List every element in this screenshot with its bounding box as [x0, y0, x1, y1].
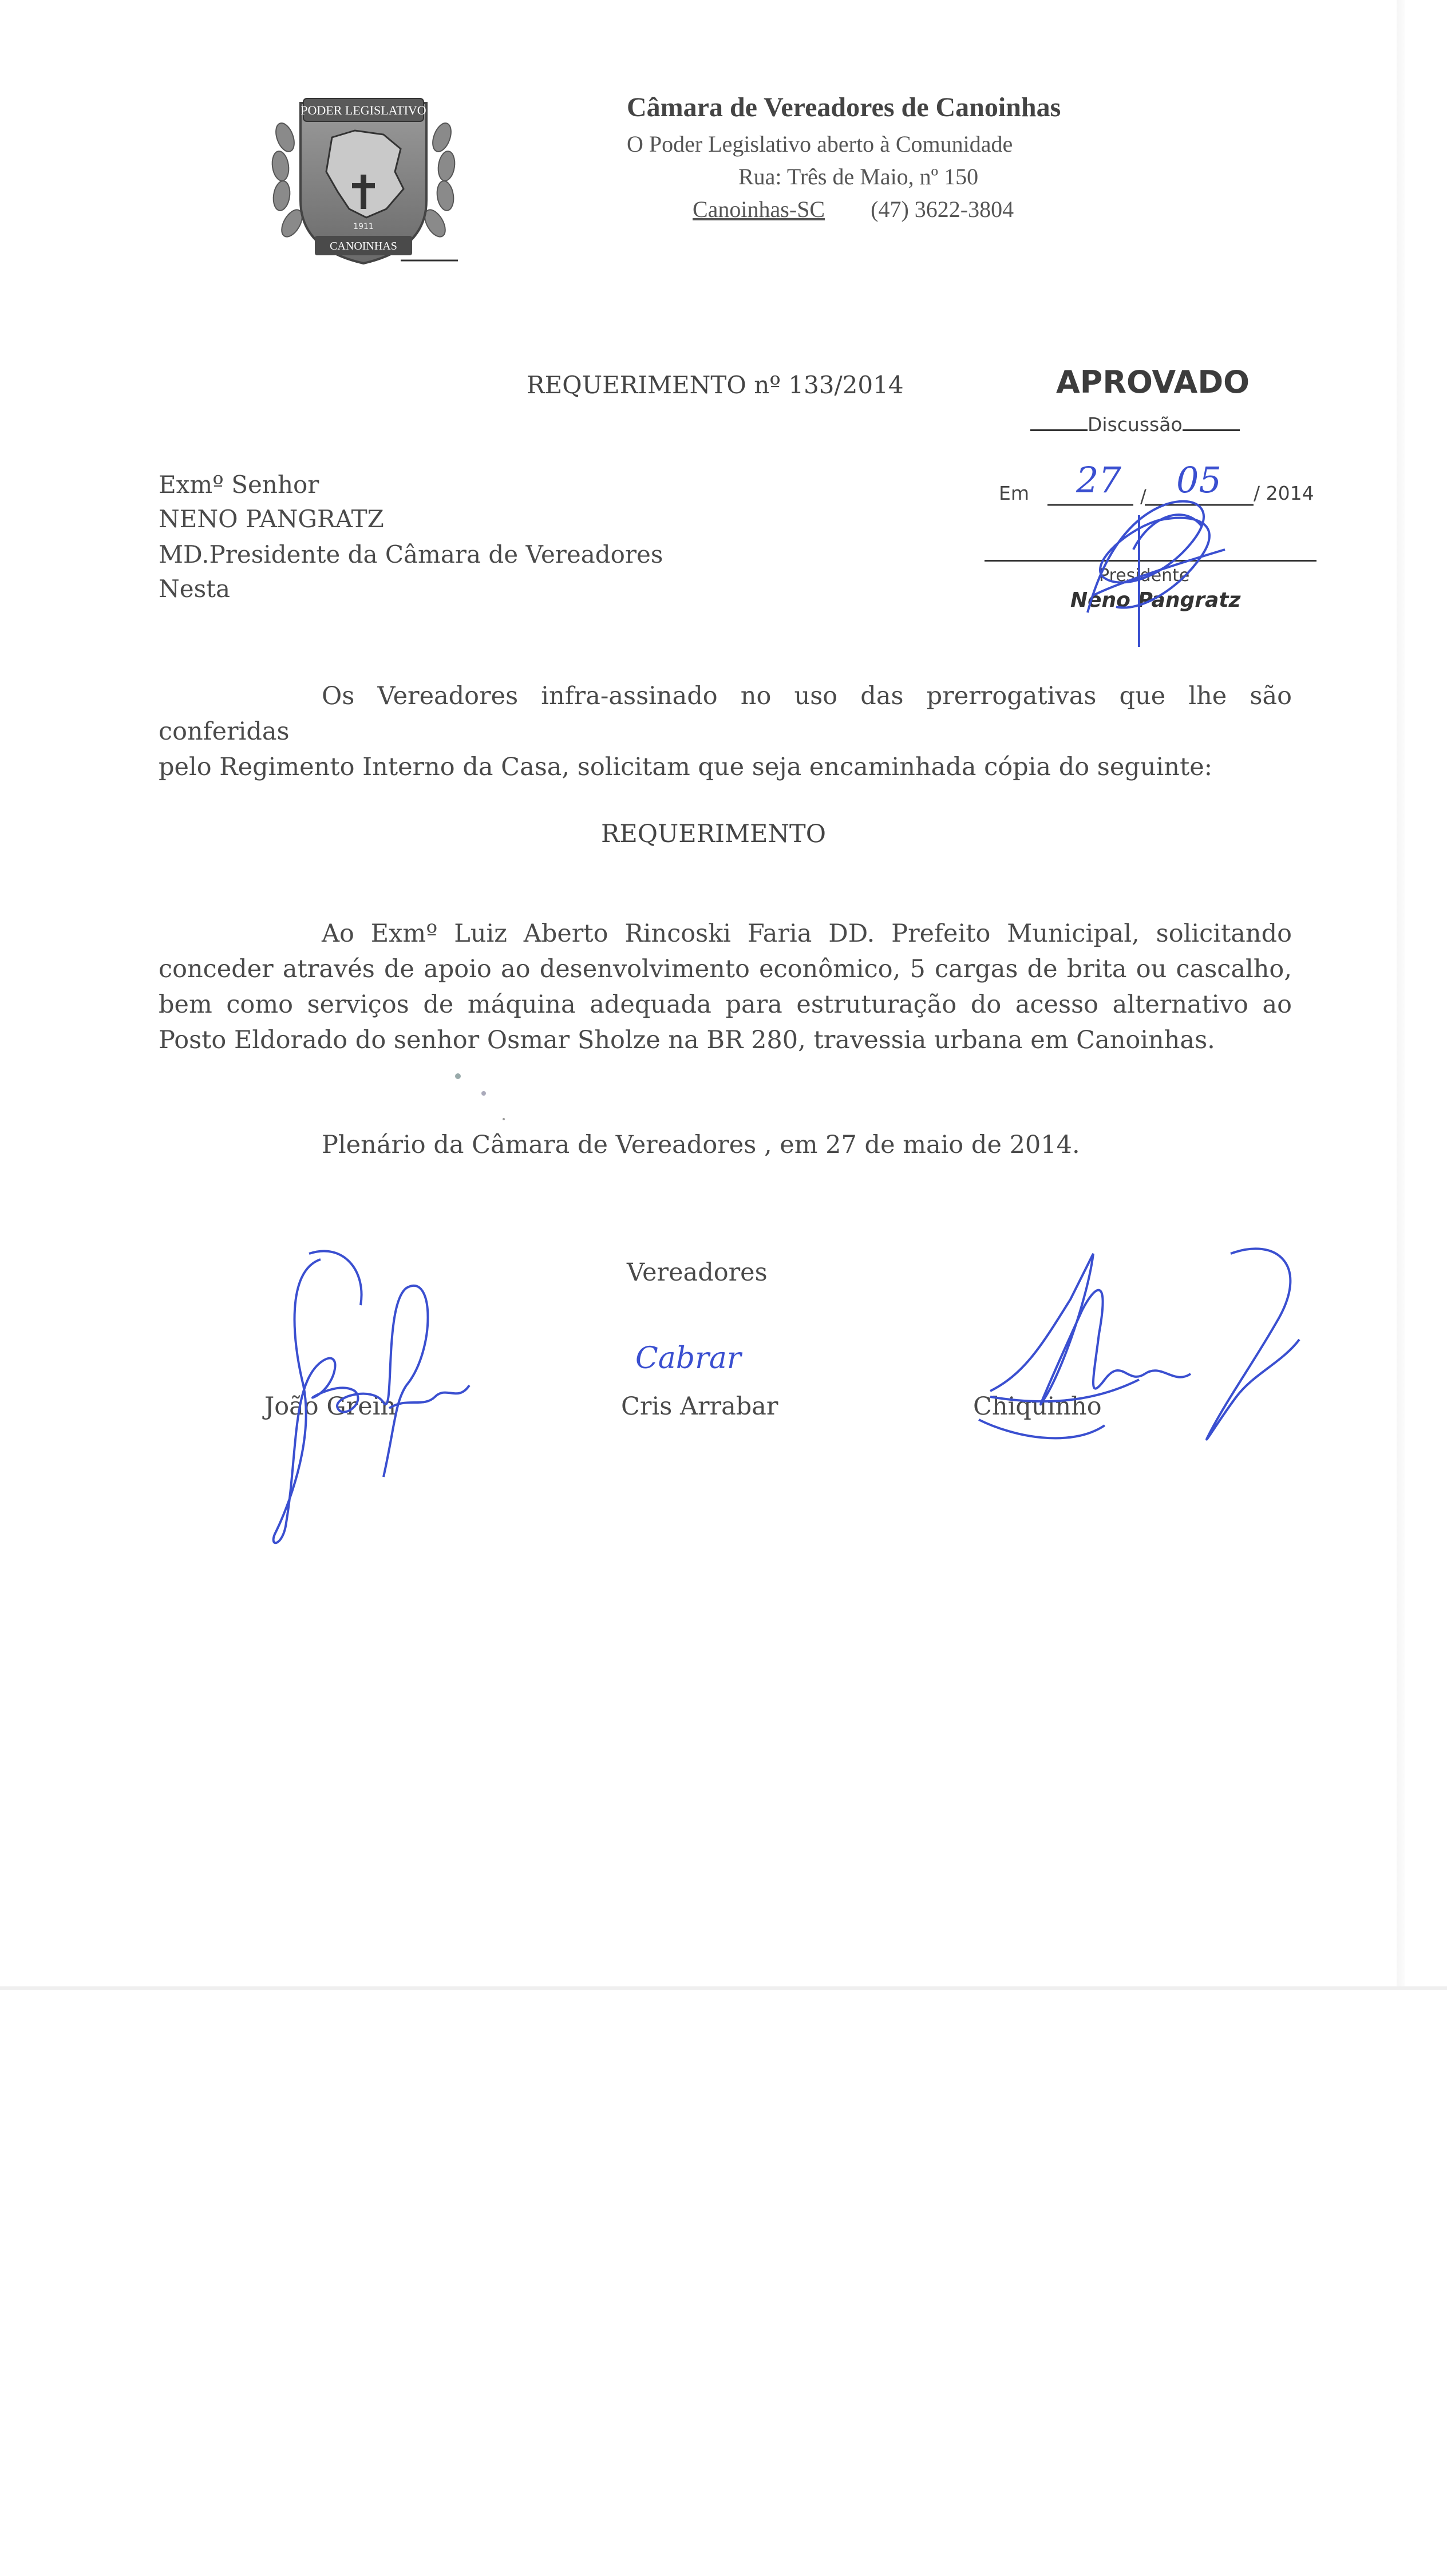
date-month: 05: [1176, 459, 1221, 501]
section-heading: REQUERIMENTO: [601, 820, 826, 848]
signers-heading: Vereadores: [627, 1258, 768, 1287]
discussion-label: [1030, 413, 1240, 436]
intro-line-2: pelo Regimento Interno da Casa, solicitam que seja encaminhada cópia do seguinte:: [159, 753, 1213, 781]
president-name: Neno Pangratz: [1070, 588, 1241, 612]
signer-name-2: Cris Arrabar: [621, 1392, 778, 1421]
signature-cris-text: Cabrar: [635, 1341, 741, 1376]
signer-name-3: Chiquinho: [973, 1392, 1102, 1421]
signer-name-1: João Grein: [264, 1392, 397, 1421]
closing-line: Plenário da Câmara de Vereadores , em 27 de maio de 2014.: [322, 1131, 1080, 1159]
date-year: / 2014: [1254, 482, 1314, 504]
intro-line-1: Os Vereadores infra-assinado no uso das prerrogativas que lhe são conferidas: [159, 682, 1292, 746]
scan-speck: [441, 1065, 521, 1133]
org-tagline: O Poder Legislativo aberto à Comunidade: [627, 131, 1013, 157]
approval-status: APROVADO: [1056, 364, 1250, 400]
addressee-name: NENO PANGRATZ: [159, 505, 384, 533]
discussion-text: Discussão: [1088, 413, 1183, 436]
logo-year: 1911: [353, 222, 374, 231]
document-title: REQUERIMENTO nº 133/2014: [527, 371, 904, 399]
logo-top-text: PODER LEGISLATIVO: [301, 103, 426, 117]
addressee-salutation: Exmº Senhor: [159, 471, 319, 499]
org-phone: (47) 3622-3804: [871, 196, 1014, 222]
addressee-location: Nesta: [159, 575, 231, 603]
org-contact: [693, 196, 1014, 223]
camara-logo: [269, 86, 458, 269]
org-name: Câmara de Vereadores de Canoinhas: [627, 92, 1061, 123]
intro-paragraph: [159, 678, 1292, 785]
request-paragraph: Ao Exmº Luiz Aberto Rincoski Faria DD. Prefeito Municipal, solicitando conceder através de apoio ao desenvolvimento econômico, 5 cargas de brita ou cascalho, bem como serviços de máquina adequada para estruturação do acesso alternativo ao Posto Eldorado do senhor Osmar Sholze na BR 280, travessia urbana em Canoinhas.: [159, 919, 1292, 1054]
president-label: Presidente: [1099, 566, 1190, 586]
signature-cris-arrabar: [630, 1328, 778, 1385]
signature-chiquinho: [956, 1231, 1322, 1483]
addressee-role: MD.Presidente da Câmara de Vereadores: [159, 540, 663, 568]
signature-joao-grein: [252, 1236, 492, 1557]
svg-text:/: /: [1140, 487, 1146, 507]
logo-bottom-text: CANOINHAS: [330, 240, 397, 252]
scan-bottom-edge: [0, 1986, 1447, 1990]
date-day: 27: [1076, 459, 1121, 501]
date-prefix: Em: [999, 482, 1029, 504]
president-signature: [1053, 481, 1259, 653]
scan-right-edge: [1397, 0, 1405, 1986]
org-city: Canoinhas-SC: [693, 196, 825, 222]
org-address: Rua: Três de Maio, nº 150: [738, 164, 979, 189]
